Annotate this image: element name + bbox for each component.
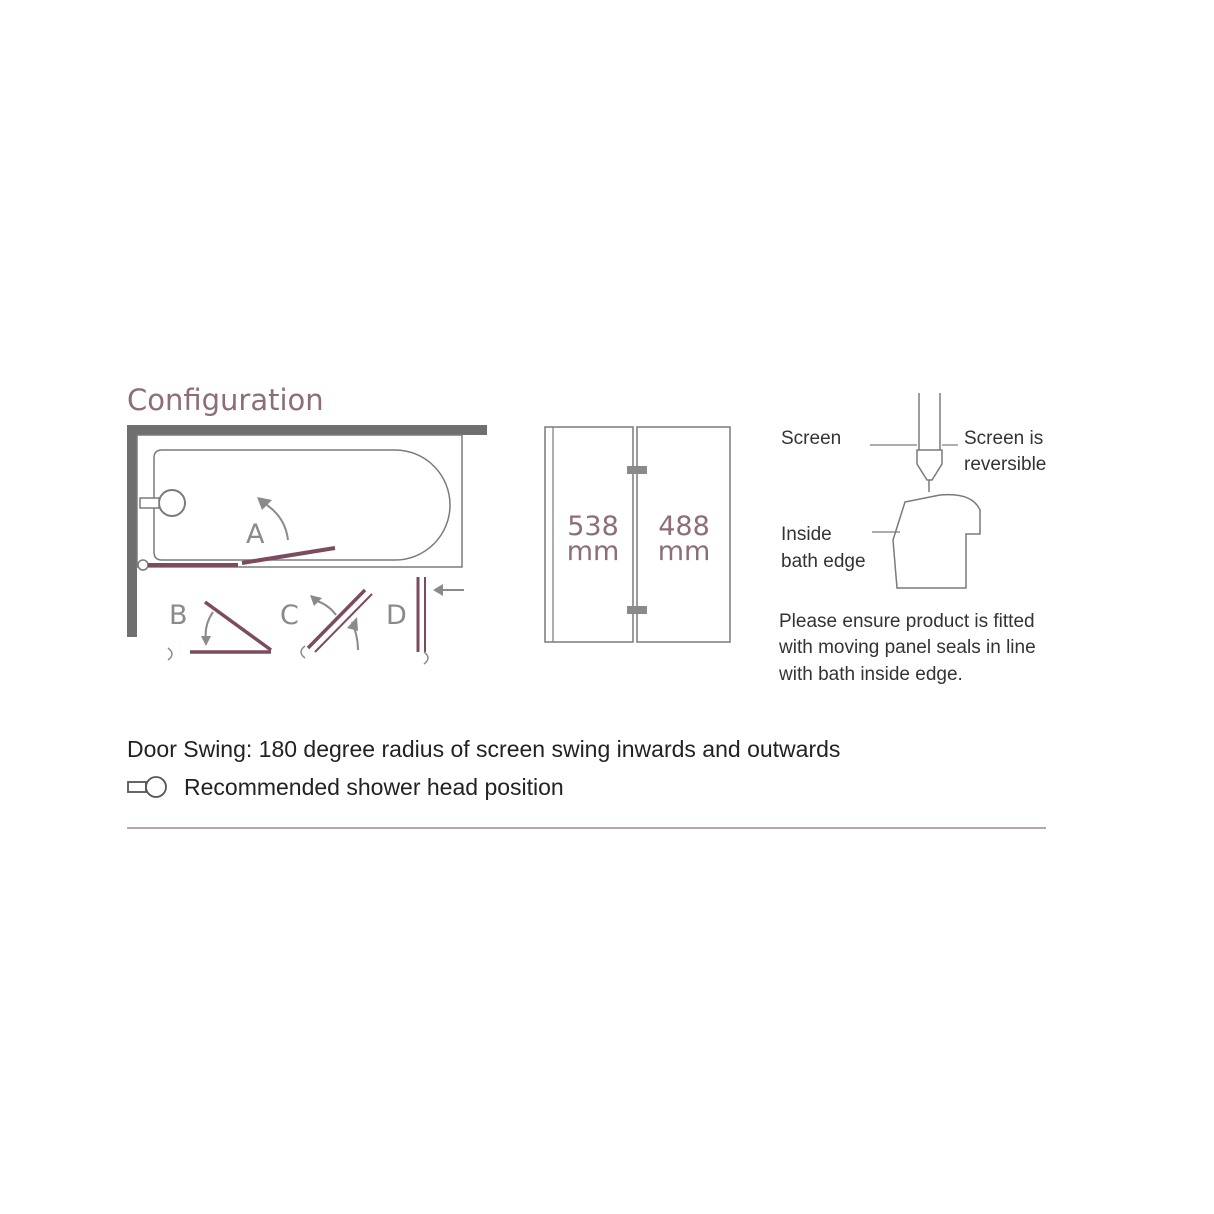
seal-detail	[778, 393, 1046, 685]
position-b	[168, 600, 271, 660]
fitting-note-line3: with bath inside edge.	[779, 664, 963, 685]
right-panel-unit: mm	[657, 536, 711, 567]
screen-c-outer	[315, 594, 372, 652]
position-c	[280, 590, 372, 658]
back-wall	[127, 425, 487, 435]
left-panel-width: 538	[567, 511, 619, 542]
position-label-d: D	[386, 600, 407, 631]
position-label-a: A	[246, 519, 265, 550]
fitting-note-line1: Please ensure product is fitted	[779, 611, 1035, 632]
panel-elevation	[545, 427, 730, 642]
inside-edge-callout-line1: Inside	[781, 524, 832, 545]
arrowhead-d-icon	[433, 584, 443, 596]
reversible-callout-line2: reversible	[964, 454, 1047, 475]
screen-b-moving	[205, 602, 271, 650]
bath-edge-profile	[893, 495, 980, 588]
bath-basin	[154, 450, 450, 560]
reversible-callout-line1: Screen is	[964, 428, 1044, 449]
door-swing-caption: Door Swing: 180 degree radius of screen swing inwards and outwards	[127, 736, 841, 762]
arrowhead-b-icon	[201, 636, 211, 646]
shower-head-icon	[128, 777, 166, 797]
hinge-b-icon	[168, 648, 172, 660]
hinge-icon	[138, 560, 148, 570]
configuration-heading: Configuration	[127, 383, 324, 417]
position-label-b: B	[169, 600, 188, 631]
seal-profile	[917, 450, 942, 480]
swing-arrow-b-icon	[206, 612, 213, 640]
bottom-hinge-icon	[627, 606, 647, 614]
position-d	[386, 577, 464, 664]
swing-arrow-a-icon	[262, 502, 288, 540]
position-label-c: C	[280, 600, 299, 631]
right-panel-width: 488	[658, 511, 710, 542]
waste-arm	[140, 498, 159, 508]
top-hinge-icon	[627, 466, 647, 474]
fitting-note-line2: with moving panel seals in line	[779, 637, 1036, 658]
arrowhead-c1-icon	[310, 595, 322, 606]
shower-head-caption: Recommended shower head position	[184, 774, 564, 800]
screen-callout: Screen	[781, 428, 842, 449]
left-panel-unit: mm	[566, 536, 620, 567]
hinge-c-icon	[301, 646, 305, 658]
inside-edge-callout-line2: bath edge	[781, 551, 866, 572]
bath-waste-icon	[159, 490, 185, 516]
side-wall	[127, 425, 137, 637]
hinge-d-icon	[424, 652, 428, 664]
